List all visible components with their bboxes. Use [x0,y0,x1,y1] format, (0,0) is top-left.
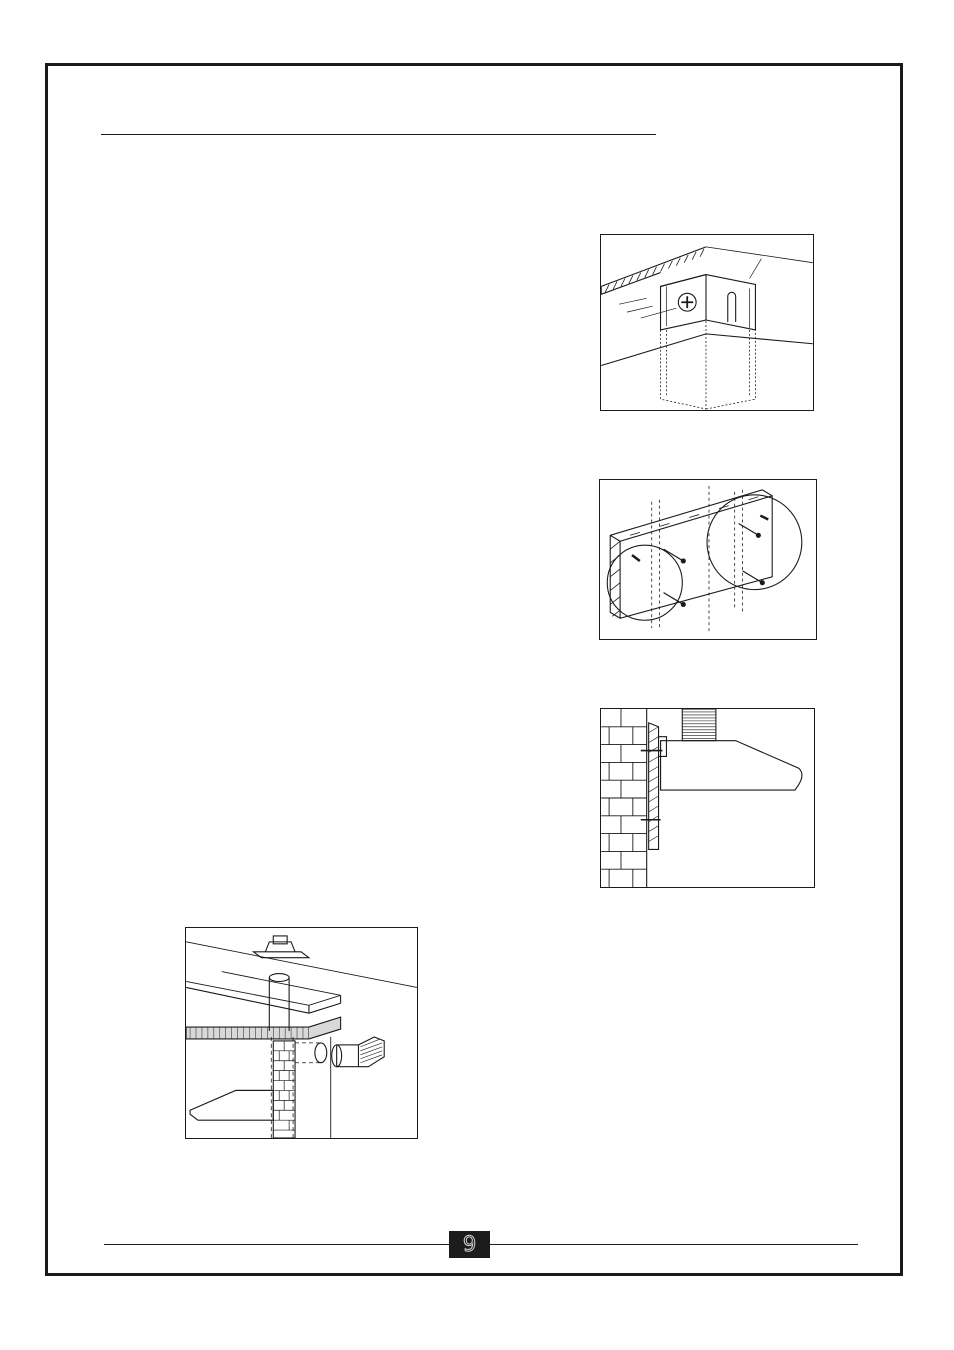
wall-screws-illustration [599,479,817,640]
title-rule [101,134,656,135]
hood-side-view-illustration [600,708,815,888]
page-number: 9 [462,1232,477,1256]
bracket-illustration [600,234,814,411]
page-number-badge [449,1231,490,1258]
footer-rule-left [104,1244,449,1245]
footer-rule-right [490,1244,858,1245]
ceiling-duct-illustration [185,927,418,1139]
